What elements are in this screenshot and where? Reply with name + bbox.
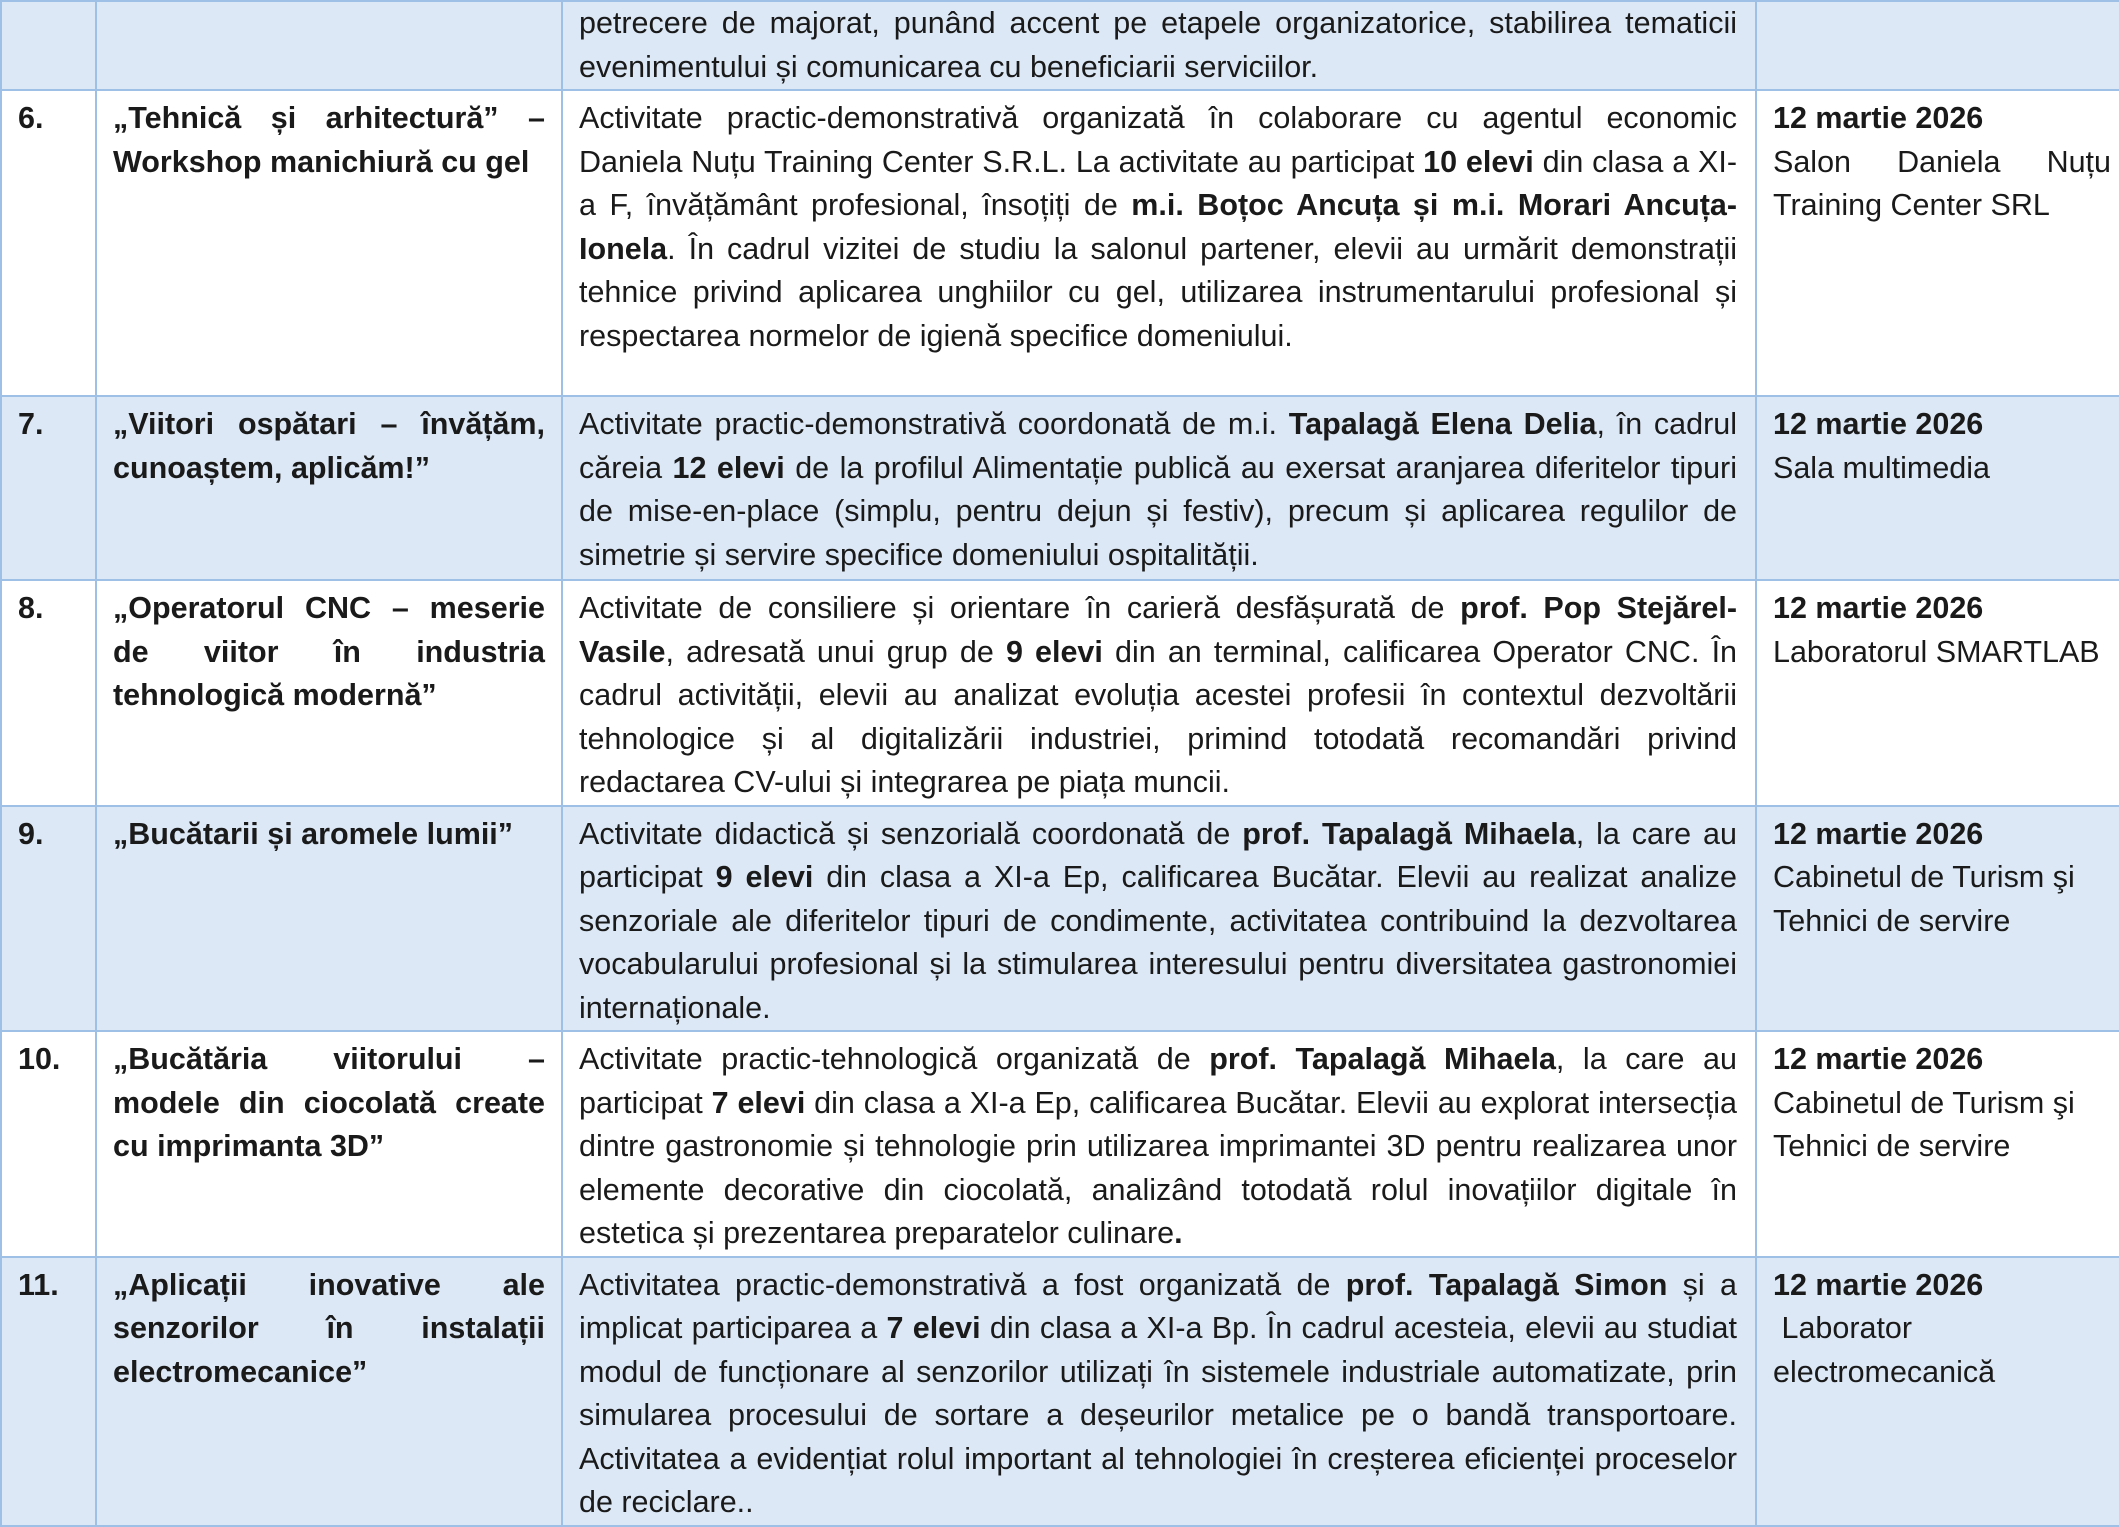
table-row xyxy=(1,90,2119,396)
desc-text: Activitatea practic-demonstrativă a fost organizată de xyxy=(579,1267,1346,1302)
row-number: 11. xyxy=(1,1257,96,1526)
activity-date: 12 martie 2026 xyxy=(1773,1042,1984,1076)
row-number xyxy=(1,1,96,90)
activity-title: „Bucătarii și aromele lumii” xyxy=(96,806,562,1032)
coordinator-name: prof. Tapalagă Mihaela xyxy=(1209,1042,1556,1076)
activity-place: Laborator electromecanică xyxy=(1773,1311,1996,1389)
desc-text: din clasa a XI-a Bp. În cadrul acesteia, elevii au studiat modul de funcționare al senzorilor utilizați în sistemele industriale automatizate, prin simularea procesului de sortare a deșeurilor metalice pe o bandă transportoare. Activitatea a evidențiat rolul important al tehnologiei în creșterea eficienței proceselor de reciclare.. xyxy=(579,1311,1737,1519)
row-number: 8. xyxy=(1,580,96,806)
table-row xyxy=(1,580,2119,806)
date-place-cell xyxy=(1756,1257,2119,1526)
activity-description xyxy=(562,1257,1756,1526)
desc-text: Activitate practic-demonstrativă organizată în colaborare cu agentul economic Daniela Nuțu Training Center S.R.L. La activitate au participat xyxy=(579,101,1737,179)
desc-text: , la care au participat xyxy=(579,1042,1737,1120)
activity-title: „Tehnică și arhitectură” – Workshop manichiură cu gel xyxy=(96,90,562,396)
coordinator-name: Tapalagă Elena Delia xyxy=(1288,407,1597,441)
date-place-cell xyxy=(1756,1031,2119,1257)
row-number: 7. xyxy=(1,396,96,580)
desc-text: , în cadrul căreia xyxy=(579,407,1737,485)
participant-count: 10 elevi xyxy=(1423,144,1534,179)
desc-text: din clasa a XI-a F, învățământ profesional, însoțiți de xyxy=(579,144,1737,222)
date-place-cell xyxy=(1756,90,2119,396)
activity-title: „Operatorul CNC – meserie de viitor în industria tehnologică modernă” xyxy=(96,580,562,806)
table-row xyxy=(1,396,2119,580)
row-number: 9. xyxy=(1,806,96,1032)
activity-description xyxy=(562,396,1756,580)
activity-title: „Aplicații inovative ale senzorilor în instalații electromecanice” xyxy=(96,1257,562,1526)
coordinator-name: prof. Tapalagă Mihaela xyxy=(1242,816,1576,851)
activity-title: „Viitori ospătari – învățăm, cunoaștem, aplicăm!” xyxy=(96,396,562,580)
desc-text: , la care au participat xyxy=(579,816,1737,894)
desc-text: din clasa a XI-a Ep, calificarea Bucătar. Elevii au explorat intersecția dintre gastronomie și tehnologie prin utilizarea imprimantei 3D pentru realizarea unor elemente decorative din ciocolată, analizând totodată rolul inovațiilor digitale în estetica și prezentarea preparatelor culinare xyxy=(579,1085,1737,1250)
activity-date: 12 martie 2026 xyxy=(1773,407,1984,441)
activity-description xyxy=(562,90,1756,396)
activity-description xyxy=(562,580,1756,806)
date-place-cell xyxy=(1756,580,2119,806)
activity-place: Cabinetul de Turism şi Tehnici de servire xyxy=(1773,860,2075,938)
desc-text: din an terminal, calificarea Operator CNC. În cadrul activității, elevii au analizat evoluția acestei profesii în contextul dezvoltării tehnologice și al digitalizării industriei, primind totodată recomandări privind redactarea CV-ului și integrarea pe piața muncii. xyxy=(579,634,1737,799)
desc-text: , adresată unui grup de xyxy=(665,634,1006,669)
desc-text: Activitate de consiliere și orientare în carieră desfășurată de xyxy=(579,591,1461,625)
coordinator-name: m.i. Boțoc Ancuța și m.i. Morari Ancuța-Ionela xyxy=(579,188,1737,266)
activity-place: Sala multimedia xyxy=(1773,450,1990,485)
coordinator-name: prof. Pop Stejărel-Vasile xyxy=(579,591,1737,669)
desc-text: . În cadrul vizitei de studiu la salonul partener, elevii au urmărit demonstrații tehnice privind aplicarea unghiilor cu gel, utilizarea instrumentarului profesional și respectarea normelor de igienă specifice domeniului. xyxy=(579,231,1737,353)
participant-count: 7 elevi xyxy=(886,1311,981,1345)
desc-text: de la profilul Alimentație publică au exersat aranjarea diferitelor tipuri de mise-en-place (simplu, pentru dejun și festiv), precum și aplicarea regulilor de simetrie și servire specifice domeniului ospitalității. xyxy=(579,450,1737,572)
desc-text: Activitate practic-demonstrativă coordonată de m.i. xyxy=(579,407,1289,441)
desc-text: Activitate didactică și senzorială coordonată de xyxy=(579,816,1243,851)
activity-description xyxy=(562,1031,1756,1257)
row-number: 6. xyxy=(1,90,96,396)
activity-date: 12 martie 2026 xyxy=(1773,591,1984,625)
date-place-cell xyxy=(1756,396,2119,580)
desc-text: Activitate practic-tehnologică organizată de xyxy=(579,1042,1210,1076)
activity-date: 12 martie 2026 xyxy=(1773,816,1984,851)
table-row xyxy=(1,806,2119,1032)
row-number: 10. xyxy=(1,1031,96,1257)
table-row xyxy=(1,1257,2119,1526)
desc-text: . xyxy=(1174,1216,1183,1250)
participant-count: 12 elevi xyxy=(672,450,785,485)
desc-text: și a implicat participarea a xyxy=(579,1267,1738,1345)
participant-count: 9 elevi xyxy=(715,860,814,894)
table-row xyxy=(1,1031,2119,1257)
activity-description: petrecere de majorat, punând accent pe etapele organizatorice, stabilirea tematicii evenimentului și comunicarea cu beneficiarii serviciilor. xyxy=(562,1,1756,90)
activity-title xyxy=(96,1,562,90)
activity-date: 12 martie 2026 xyxy=(1773,1267,1984,1302)
participant-count: 9 elevi xyxy=(1005,634,1103,669)
desc-text: din clasa a XI-a Ep, calificarea Bucătar. Elevii au realizat analize senzoriale ale diferitelor tipuri de condimente, activitatea contribuind la dezvoltarea vocabularului profesional și la stimularea interesului pentru diversitatea gastronomiei internaționale. xyxy=(579,860,1737,1025)
coordinator-name: prof. Tapalagă Simon xyxy=(1345,1267,1668,1302)
date-place-cell xyxy=(1756,806,2119,1032)
activity-title: „Bucătăria viitorului – modele din ciocolată create cu imprimanta 3D” xyxy=(96,1031,562,1257)
participant-count: 7 elevi xyxy=(711,1085,806,1120)
date-place-cell xyxy=(1756,1,2119,90)
activity-place: Cabinetul de Turism şi Tehnici de servire xyxy=(1773,1085,2075,1163)
activity-date: 12 martie 2026 xyxy=(1773,101,1984,135)
table-row xyxy=(1,1,2119,90)
activity-place: Salon Daniela Nuțu Training Center SRL xyxy=(1773,144,2111,222)
activity-description xyxy=(562,806,1756,1032)
activity-place: Laboratorul SMARTLAB xyxy=(1773,634,2100,669)
